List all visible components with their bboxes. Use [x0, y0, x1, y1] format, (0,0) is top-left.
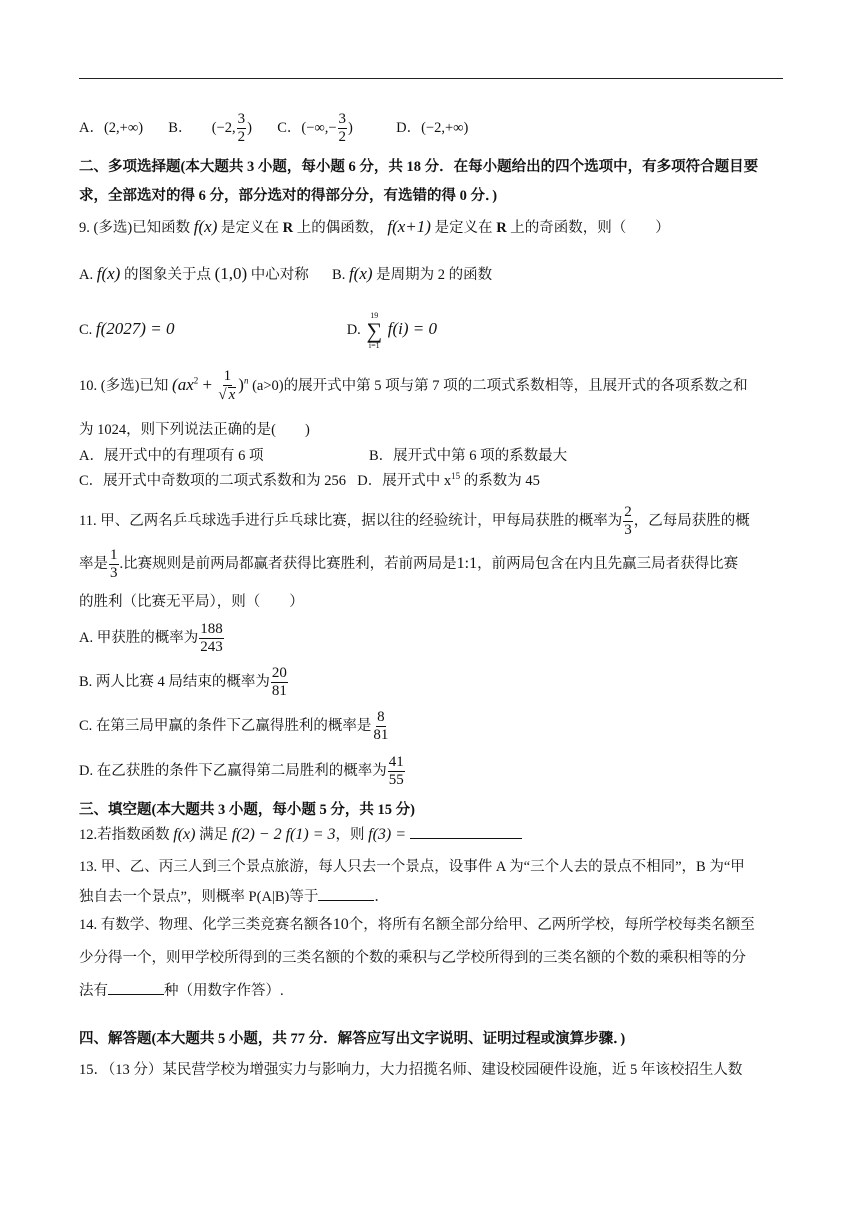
answer-blank[interactable] [318, 900, 374, 901]
summation: 19 ∑ i=1 [366, 311, 383, 350]
q9-options-cd [79, 312, 437, 350]
fraction: $\frac{20}{81}$ [271, 665, 287, 699]
section3-title: 三、填空题(本大题共 3 小题，每小题 5 分，共 15 分) [79, 802, 415, 818]
q9-stem: 9. (多选)已知函数 f(x) 是定义在 R 上的偶函数， f(x+1) 是定义在 R 上的奇函数，则（ ） [79, 217, 670, 236]
prev-option-a: A．(2,+∞) [79, 119, 144, 136]
q13-line1: 13. 甲、乙、丙三人到三个景点旅游，每人只去一个景点，设事件 A 为“三个人去的景点不相同”，B 为“甲 [79, 859, 745, 875]
q11-option-a: A. 甲获胜的概率为 $\frac{188}{243}$ [79, 621, 223, 655]
section2-line1: 二、多项选择题(本大题共 3 小题，每小题 6 分，共 18 分．在每小题给出的四个选项中，有多项符合题目要 [79, 159, 759, 175]
q14-line3: 法有 种（用数字作答）. [79, 983, 284, 999]
section2-line2: 求，全部选对的得 6 分，部分选对的得部分分，有选错的得 0 分．) [79, 188, 498, 204]
q9-option-a: A. f(x) 的图象关于点 (1,0) 中心对称 [79, 264, 309, 283]
q14-line1: 14. 有数学、物理、化学三类竞赛名额各10个，将所有名额全部分给甲、乙两所学校，每所学校每类名额至 [79, 916, 755, 933]
top-rule [79, 78, 783, 79]
q10-stem: 10. (多选)已知 ($ax^2$ + $\frac{1}{√ x}$ )$^n$ (a>0)的展开式中第 5 项与第 7 项的二项式系数相等，且展开式的各项系数之和 [79, 368, 748, 403]
math-fx1: f(x+1) [387, 217, 431, 236]
q11-line3: 的胜利（比赛无平局），则（ ） [79, 594, 304, 610]
q9-options-ab [79, 263, 492, 284]
q9-option-d: D. 19 ∑ i=1 f(i) = 0 [346, 311, 437, 350]
fraction: $\frac{3}{2}$ [237, 111, 246, 145]
math-fx: f(x) [193, 217, 218, 236]
q10-option-a: A．展开式中的有理项有 6 项 [79, 448, 264, 464]
q11-line1: 11. 甲、乙两名乒乓球选手进行乒乓球比赛，据以往的经验统计，甲每局获胜的概率为 $\frac{2}{3}$ ，乙每局获胜的概 [79, 504, 750, 538]
fraction: $\frac{8}{81}$ [373, 709, 389, 743]
q9-option-c: C. f(2027) = 0 [79, 319, 175, 339]
q12: 12.若指数函数 f(x) 满足 f(2) − 2 f(1) = 3，则 f(3) = [79, 823, 522, 844]
q10-line2: 为 1024，则下列说法正确的是( ) [79, 422, 310, 438]
section4-title: 四、解答题(本大题共 5 小题，共 77 分．解答应写出文字说明、证明过程或演算步骤．) [79, 1031, 626, 1047]
prev-options [79, 112, 468, 145]
q11-line2: 率是 $\frac{1}{3}$ .比赛规则是前两局都赢者获得比赛胜利，若前两局是1:1，前两局包含在内且先赢三局者获得比赛 [79, 547, 739, 581]
math-binomial: ($ax^2$ + $\frac{1}{√ x}$ )$^n$ [172, 368, 249, 403]
q10-option-b: B．展开式中第 6 项的系数最大 [369, 448, 568, 464]
fraction: $\frac{2}{3}$ [624, 504, 632, 538]
q15-line1: 15．（13 分）某民营学校为增强实力与影响力，大力招揽名师、建设校园硬件设施，近 5 年该校招生人数 [79, 1062, 743, 1078]
q14-line2: 少分得一个，则甲学校所得到的三类名额的个数的乘积与乙学校所得到的三类名额的个数的乘积相等的分 [79, 950, 746, 966]
prev-option-b: B． (−2, $\frac{3}{2}$ ) [168, 111, 252, 145]
answer-blank[interactable] [410, 838, 522, 839]
fraction: $\frac{3}{2}$ [338, 111, 347, 145]
q10-option-d: D．展开式中 $x^{15}$ 的系数为 45 [357, 471, 540, 489]
q11-option-c: C. 在第三局甲赢的条件下乙赢得胜利的概率是 $\frac{8}{81}$ [79, 709, 389, 743]
q10-option-c: C．展开式中奇数项的二项式系数和为 256 [79, 473, 347, 489]
q11-option-b: B. 两人比赛 4 局结束的概率为 $\frac{20}{81}$ [79, 665, 287, 699]
fraction: $\frac{1}{3}$ [110, 547, 118, 581]
q9-option-b: B. f(x) 是周期为 2 的函数 [332, 264, 493, 283]
prev-option-c: C．(−∞,− $\frac{3}{2}$ ) [277, 111, 353, 145]
q11-option-d: D. 在乙获胜的条件下乙赢得第二局胜利的概率为 $\frac{41}{55}$ [79, 754, 404, 788]
q10-options-ab [79, 444, 567, 465]
answer-blank[interactable] [108, 994, 164, 995]
fraction: $\frac{41}{55}$ [388, 754, 404, 788]
q10-options-cd [79, 469, 540, 490]
prev-option-d: D．(−2,+∞) [396, 119, 469, 136]
fraction: $\frac{188}{243}$ [200, 621, 223, 655]
q13-line2: 独自去一个景点”，则概率 P(A|B)等于 ． [79, 889, 389, 905]
